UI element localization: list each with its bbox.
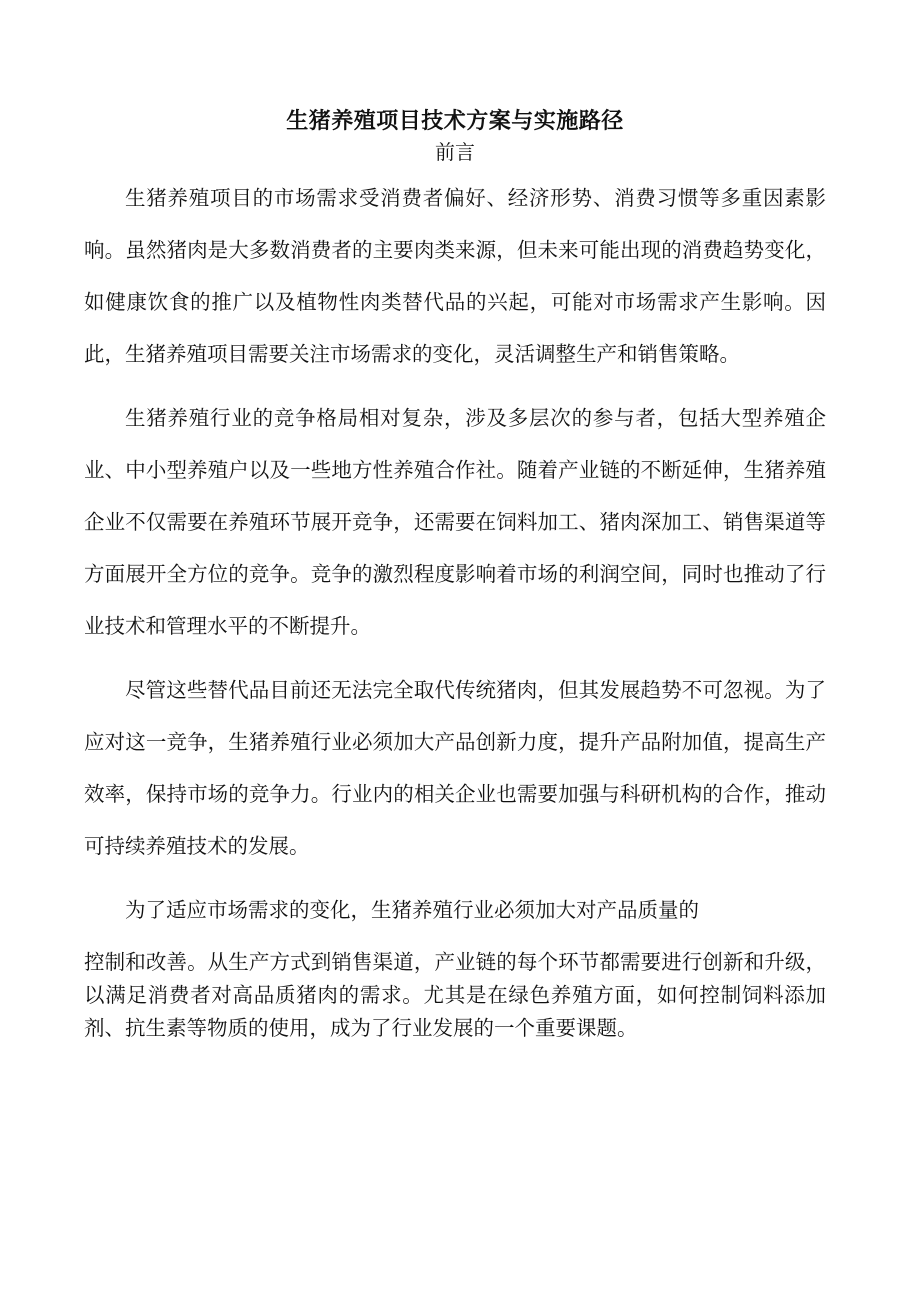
document-title: 生猪养殖项目技术方案与实施路径 (286, 108, 624, 134)
paragraph-2: 生猪养殖行业的竞争格局相对复杂，涉及多层次的参与者，包括大型养殖企业、中小型养殖户以及一些地方性养殖合作社。随着产业链的不断延伸，生猪养殖企业不仅需要在养殖环节展开竞争，还需要在饲料加工、猪肉深加工、销售渠道等方面展开全方位的竞争。竞争的激烈程度影响着市场的利润空间，同时也推动了行业技术和管理水平的不断提升。 (84, 406, 826, 638)
document-subtitle: 前言 (435, 140, 475, 164)
paragraph-1: 生猪养殖项目的市场需求受消费者偏好、经济形势、消费习惯等多重因素影响。虽然猪肉是大多数消费者的主要肉类来源，但未来可能出现的消费趋势变化，如健康饮食的推广以及植物性肉类替代品的兴起，可能对市场需求产生影响。因此，生猪养殖项目需要关注市场需求的变化，灵活调整生产和销售策略。 (84, 186, 826, 366)
paragraph-4-continuation: 控制和改善。从生产方式到销售渠道，产业链的每个环节都需要进行创新和升级，以满足消费者对高品质猪肉的需求。尤其是在绿色养殖方面，如何控制饲料添加剂、抗生素等物质的使用，成为了行业发展的一个重要课题。 (84, 950, 826, 1040)
document-page (84, 104, 826, 1045)
paragraph-3: 尽管这些替代品目前还无法完全取代传统猪肉，但其发展趋势不可忽视。为了应对这一竞争，生猪养殖行业必须加大产品创新力度，提升产品附加值，提高生产效率，保持市场的竞争力。行业内的相关企业也需要加强与科研机构的合作，推动可持续养殖技术的发展。 (84, 678, 826, 858)
paragraph-4-first-line: 为了适应市场需求的变化，生猪养殖行业必须加大对产品质量的 (125, 898, 699, 922)
